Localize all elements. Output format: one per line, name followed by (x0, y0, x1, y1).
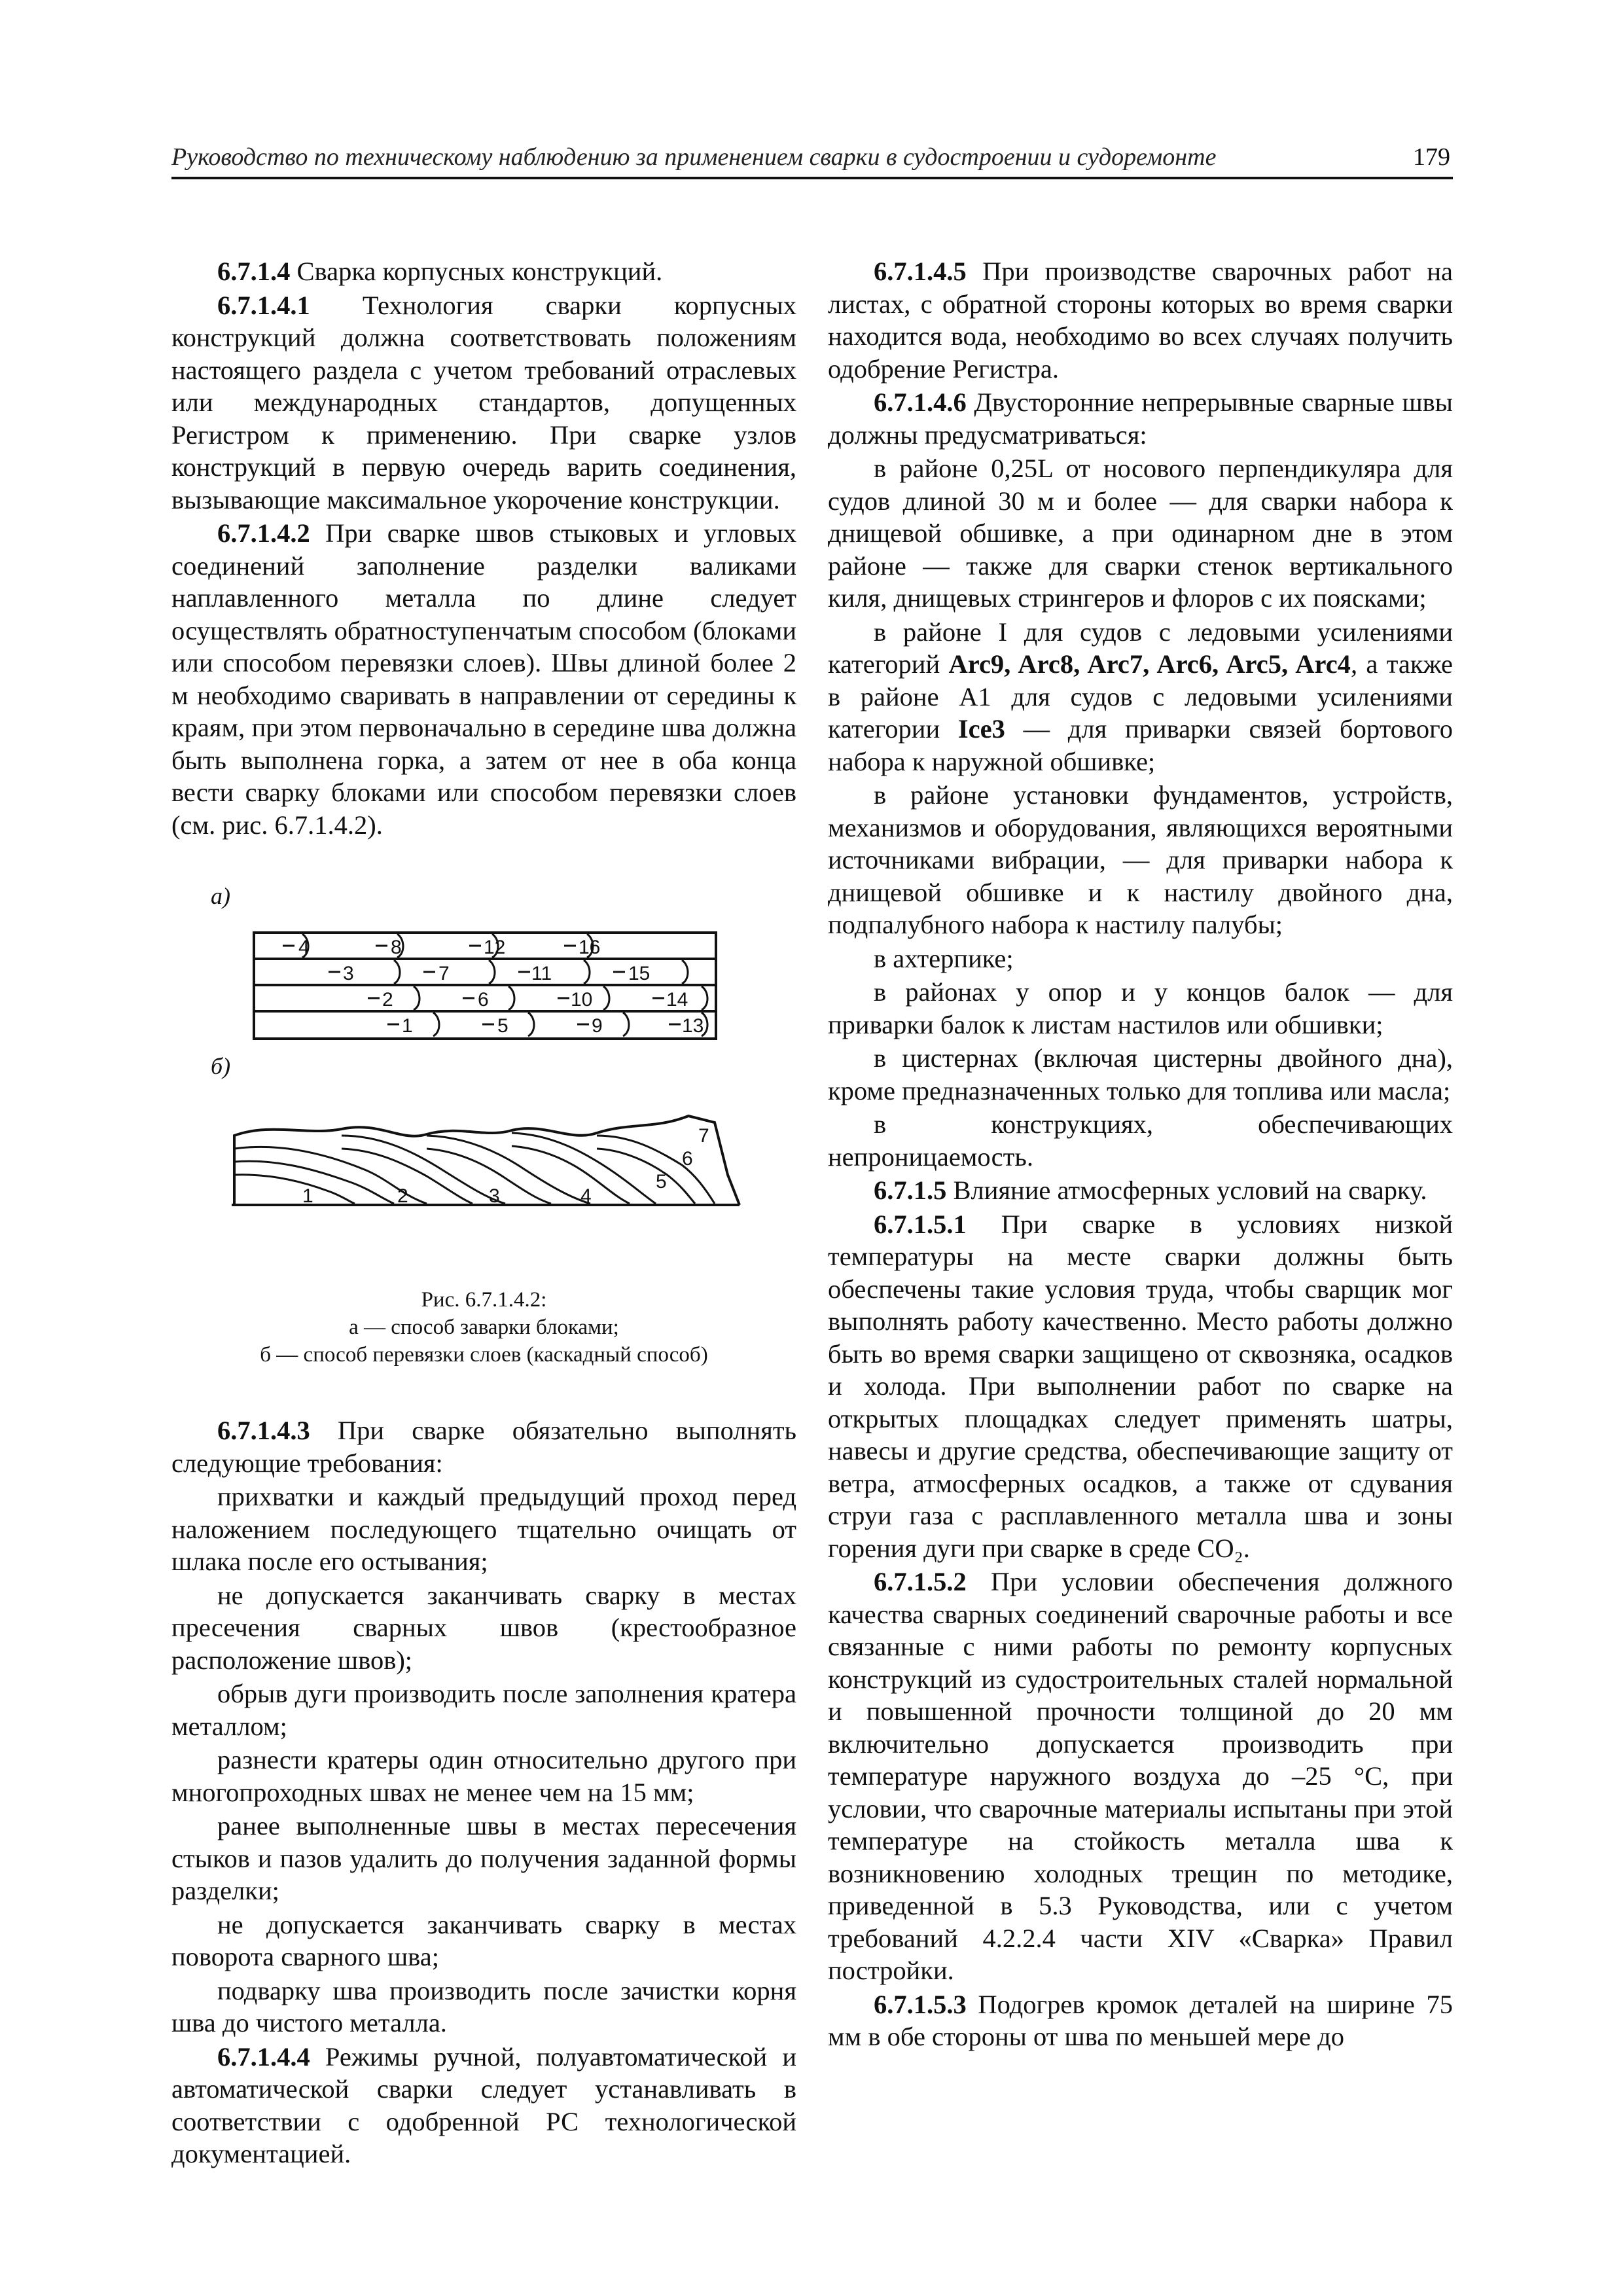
list-item: прихватки и каждый предыдущий проход перед наложением последующего тщательно очищать от шлака после его остывания; (171, 1482, 796, 1576)
block-number: 8 (391, 937, 402, 958)
paragraph-text: Сварка корпусных конструкций. (290, 257, 663, 286)
left-column (171, 255, 796, 2172)
figure-caption (171, 1286, 796, 1369)
paragraph-6-7-1-4-5 (828, 255, 1453, 385)
block-number: 4 (298, 937, 310, 958)
clause-number: 6.7.1.4 (217, 257, 291, 286)
list-item: ранее выполненные швы в местах пересечения стыков и пазов удалить до получения заданной формы разделки; (171, 1811, 796, 1905)
paragraph-6-7-1-4-6 (828, 386, 1453, 451)
clause-number: 6.7.1.5 (874, 1175, 947, 1205)
block-number: 11 (531, 963, 552, 984)
block-number: 14 (666, 989, 688, 1011)
paragraph-6-7-1-4-4 (171, 2041, 796, 2170)
running-header (171, 143, 1453, 179)
clause-number: 6.7.1.4.2 (217, 518, 310, 548)
paragraph-text: Двусторонние непрерывные сварные швы должны предусматриваться: (828, 387, 1453, 450)
block-number: 9 (592, 1015, 603, 1037)
layer-number: 3 (489, 1185, 500, 1207)
list-text: в районе I для судов с ледовыми усилениями категорий (828, 617, 1453, 679)
list-item: в районе установки фундаментов, устройств, механизмов и оборудования, являющихся вероятными источниками вибрации, — для приварки набора к днищевой обшивке и к настилу двойного дна, подпалубного набора к настилу палубы; (828, 780, 1453, 939)
block-number: 16 (579, 937, 601, 958)
paragraph-6-7-1-5-1 (828, 1208, 1453, 1565)
paragraph-6-7-1-4 (171, 255, 796, 288)
clause-number: 6.7.1.4.3 (217, 1416, 310, 1445)
paragraph-6-7-1-5-2 (828, 1566, 1453, 1987)
block-welding-diagram (250, 920, 721, 1050)
paragraph-6-7-1-4-2 (171, 517, 796, 841)
block-number: 7 (438, 963, 450, 984)
block-number: 10 (571, 989, 593, 1011)
clause-number: 6.7.1.4.5 (874, 257, 967, 286)
clause-number: 6.7.1.4.4 (217, 2041, 310, 2072)
block-number: 15 (628, 963, 651, 984)
list-item: подварку шва производить после зачистки корня шва до чистого металла. (171, 1975, 796, 2037)
block-number: 3 (343, 963, 354, 984)
list-item: не допускается заканчивать сварку в местах пресечения сварных швов (крестообразное расположение швов); (171, 1580, 796, 1675)
block-number: 2 (382, 989, 393, 1011)
paragraph-text: Подогрев кромок деталей на ширине 75 мм в обе стороны от шва по меньшей мере до (828, 1989, 1453, 2051)
clause-number: 6.7.1.5.1 (874, 1209, 967, 1239)
list-item: в районе 0,25L от носового перпендикуляра для судов длиной 30 м и более — для сварки набора к днищевой обшивке, а при одинарном дне в этом районе — также для сварки стенок вертикального киля, днищевых стрингеров и флоров с их поясками; (828, 454, 1453, 613)
page-number: 179 (1413, 143, 1450, 171)
layer-number: 6 (682, 1148, 693, 1170)
clause-number: 6.7.1.5.3 (874, 1989, 967, 2019)
layer-number: 5 (656, 1171, 667, 1193)
list-text: — для приварки связей бортового набора к наружной обшивке; (828, 714, 1453, 776)
list-item: разнести кратеры один относительно другого при многопроходных швах не менее чем на 15 мм; (171, 1745, 796, 1807)
paragraph-text: При производстве сварочных работ на листах, с обратной стороны которых во время сварки находится вода, необходимо во всех случаях получить одобрение Регистра. (828, 257, 1453, 384)
list-item: в конструкциях, обеспечивающих непроницаемость. (828, 1109, 1453, 1172)
header-title: Руководство по техническому наблюдению за применением сварки в судостроении и судоремонте (171, 143, 1217, 171)
layer-number: 4 (580, 1185, 592, 1207)
block-number: 5 (497, 1015, 508, 1037)
clause-number: 6.7.1.4.6 (874, 387, 967, 417)
list-item: в районах у опор и у концов балок — для приварки балок к листам настилов или обшивки; (828, 977, 1453, 1039)
figure-label-b: б) (211, 1053, 231, 1079)
paragraph-text: Технология сварки корпусных конструкций должна соответствовать положениям настоящего раздела с учетом требований отраслевых или международных стандартов, допущенных Регистром к применению. При сварке узлов конструкций в первую очередь варить соединения, вызывающие максимальное укорочение конструкции. (171, 290, 796, 514)
ice-class-arc: Arc9, Arc8, Arc7, Arc6, Arc5, Arc4 (948, 649, 1351, 679)
clause-number: 6.7.1.4.1 (217, 290, 310, 320)
ice-class-ice3: Ice3 (957, 714, 1005, 744)
paragraph-text: Режимы ручной, полуавтоматической и автоматической сварки следует устанавливать в соответствии с одобренной РС технологической документацией. (171, 2041, 796, 2168)
list-item: обрыв дуги производить после заполнения кратера металлом; (171, 1679, 796, 1741)
block-number: 12 (484, 937, 506, 958)
block-number: 6 (478, 989, 489, 1011)
paragraph-6-7-1-5-3 (828, 1988, 1453, 2053)
list-item: в цистернах (включая цистерны двойного дна), кроме предназначенных только для топлива или масла; (828, 1043, 1453, 1105)
paragraph-text: При сварке швов стыковых и угловых соединений заполнение разделки валиками наплавленного металла по длине следует осуществлять обратноступенчатым способом (блоками или способом перевязки слоев). Швы длиной более 2 м необходимо сваривать в направлении от середины к краям, при этом первоначально в середине шва должна быть выполнена горка, а затем от нее в оба конца вести сварку блоками или способом перевязки слоев (см. рис. 6.7.1.4.2). (171, 518, 796, 840)
paragraph-text: Влияние атмосферных условий на сварку. (946, 1175, 1427, 1205)
list-item-ice-class (828, 616, 1453, 778)
paragraph-6-7-1-4-3 (171, 1414, 796, 1479)
paragraph-text: При условии обеспечения должного качества сварных соединений сварочные работы и все связанные с ними работы по ремонту корпусных конструкций из судостроительных сталей нормальной и повышенной прочности толщиной до 20 мм включительно допускается производить при температуре наружного воздуха до –25 °C, при условии, что сварочные материалы испытаны при этой температуре на стойкость металла шва к возникновению холодных трещин по методике, приведенной в 5.3 Руководства, или с учетом требований 4.2.2.4 части XIV «Сварка» Правил постройки. (828, 1567, 1453, 1985)
paragraph-6-7-1-4-1 (171, 289, 796, 516)
figure-6-7-1-4-2 (171, 880, 796, 1266)
caption-line-a: а — способ заварки блоками; (349, 1316, 619, 1339)
block-number: 1 (402, 1015, 413, 1037)
list-text: , а также в районе A1 для судов с ледовыми усилениями категории (828, 649, 1453, 744)
right-column (828, 255, 1453, 2054)
caption-line-b: б — способ перевязки слоев (каскадный способ) (260, 1343, 708, 1367)
caption-title: Рис. 6.7.1.4.2: (421, 1288, 547, 1312)
clause-number: 6.7.1.5.2 (874, 1567, 967, 1596)
list-item: не допускается заканчивать сварку в местах поворота сварного шва; (171, 1909, 796, 1971)
cascade-welding-diagram (230, 1096, 741, 1208)
layer-number: 2 (397, 1185, 408, 1207)
layer-number: 7 (698, 1125, 709, 1147)
paragraph-text: При сварке в условиях низкой температуры на месте сварки должны быть обеспечены такие условия труда, чтобы сварщик мог выполнять работу качественно. Место работы должно быть во время сварки защищено от сквозняка, осадков и холода. При выполнении работ по сварке на открытых площадках следует применять шатры, навесы и другие средства, обеспечивающие защиту от ветра, атмосферных осадков, а также от сдувания струи газа с расплавленного металла шва и зоны горения дуги при сварке в среде CO₂. (828, 1209, 1453, 1563)
layer-number: 1 (302, 1185, 313, 1207)
paragraph-6-7-1-5 (828, 1174, 1453, 1207)
figure-label-a: а) (211, 883, 230, 909)
paragraph-text: При сварке обязательно выполнять следующие требования: (171, 1416, 796, 1478)
block-number: 13 (682, 1015, 704, 1037)
list-item: в ахтерпике; (874, 943, 1014, 973)
